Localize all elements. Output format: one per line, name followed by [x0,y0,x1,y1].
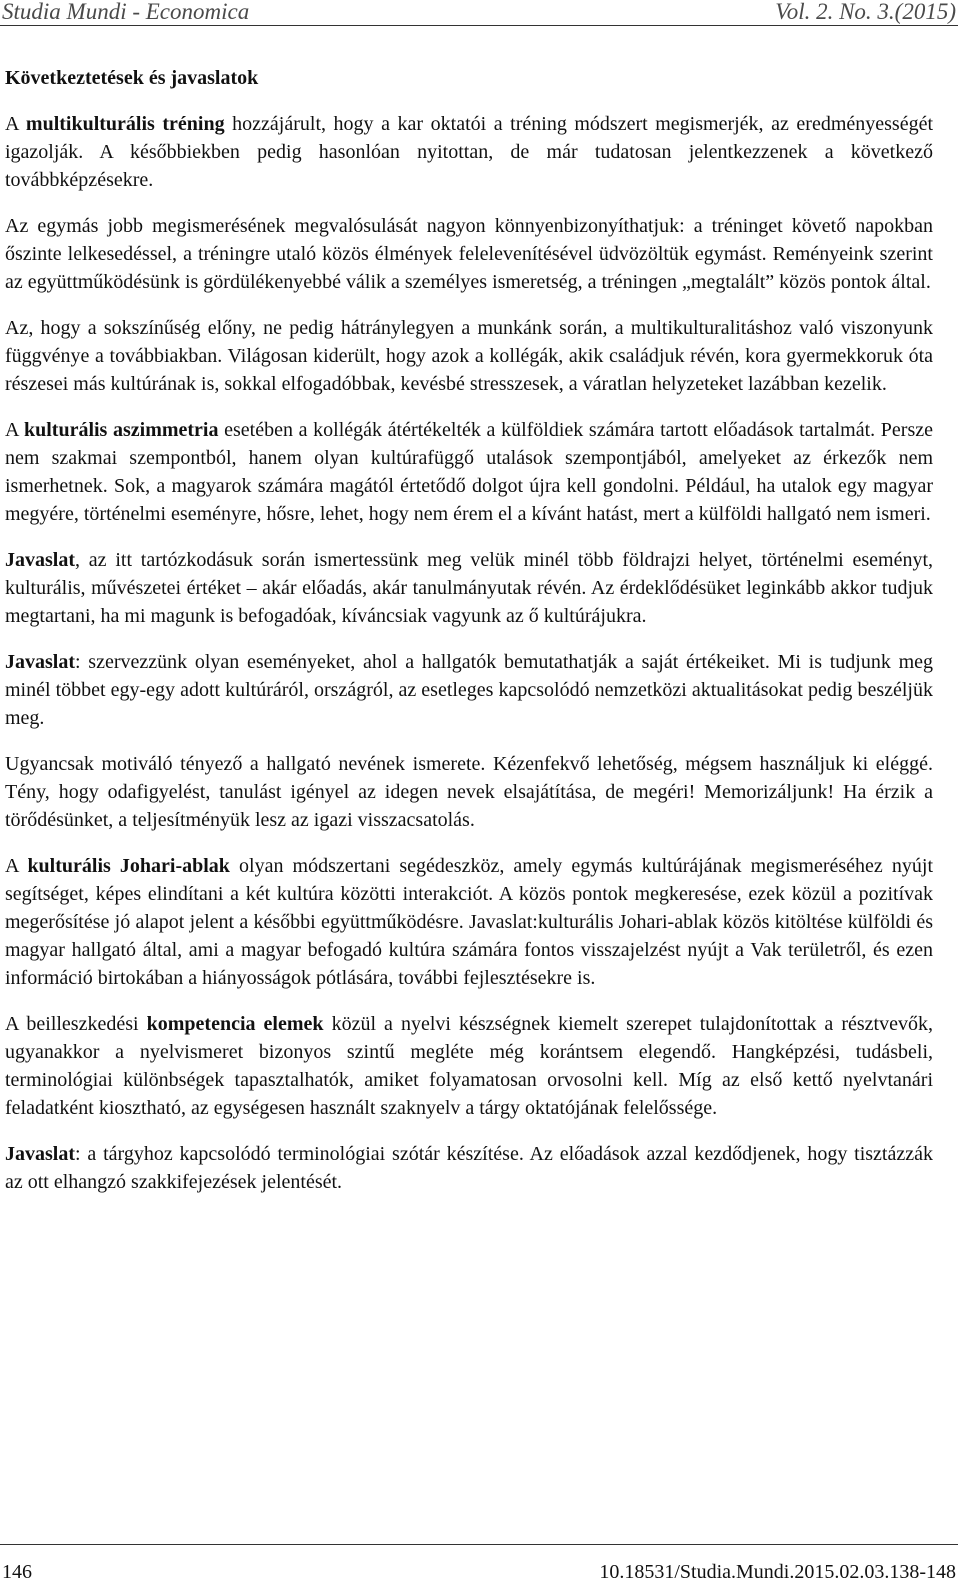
paragraph-text: Az egymás jobb megismerésének megvalósulását nagyon könnyenbizonyíthatjuk: a tréninget követő napokban őszinte lelkesedéssel, a tréningre utaló közös élmények felelevenítésével üdvözöltük egymást. Reményeink szerint az együttműködésünk is gördülékenyebbé válik a személyes ismeretség, a tréningen „megtalált” közös pontok által. [5,215,933,293]
paragraph-text: : a tárgyhoz kapcsolódó terminológiai szótár készítése. Az előadások azzal kezdődjenek, hogy tisztázzák az ott elhangzó szakkifejezések jelentését. [5,1143,933,1193]
paragraph-text: hozzájárult, hogy a kar oktatói a tréning módszert megismerjék, az eredményességét igazolják. A későbbiekben pedig hasonlóan nyitottan, de már tudatosan jelentkezzenek a következő továbbképzésekre. [5,113,934,191]
running-header [2,0,956,28]
body-paragraph [5,212,933,296]
doi: 10.18531/Studia.Mundi.2015.02.03.138-148 [599,1561,956,1583]
paragraph-text: A [5,113,26,135]
body-paragraph [5,1010,933,1122]
body-paragraph [5,750,933,834]
emphasized-term: kompetencia elemek [146,1013,324,1035]
paragraph-text: Az, hogy a sokszínűség előny, ne pedig hátránylegyen a munkánk során, a multikulturalitáshoz való viszonyunk függvénye a továbbiakban. Világosan kiderült, hogy azok a kollégák, akik családjuk révén, kora gyermekkoruk óta részesei más kultúrának is, sokkal elfogadóbbak, kevésbé stresszesek, a váratlan helyzeteket lazábban kezelik. [5,317,933,395]
page-number: 146 [2,1561,32,1583]
header-rule [0,25,958,26]
paragraph-text: , az itt tartózkodásuk során ismertessünk meg velük minél több földrajzi helyet, történelmi eseményt, kulturális, művészetei értéket – akár előadás, akár tanulmányutak révén. Az érdeklődésüket leginkább akkor tudjuk megtartani, ha mi magunk is befogadóak, kíváncsiak vagyunk az ő kultúrájukra. [5,549,933,627]
emphasized-term: Javaslat [5,651,75,673]
paragraph-text: : szervezzünk olyan eseményeket, ahol a hallgatók bemutathatják a saját értékeiket. Mi is tudjunk meg minél többet egy-egy adott kultúráról, országról, az esetleges kapcsolódó nemzetközi aktualitásokat pedig beszéljük meg. [5,651,933,729]
emphasized-term: Javaslat [5,549,75,571]
body-paragraph [5,314,933,398]
paragraph-text: közül a nyelvi készségnek kiemelt szerepet tulajdonítottak a résztvevők, ugyanakkor a nyelvismeret bizonyos szintű megléte még korántsem elegendő. Hangképzési, tudásbeli, terminológiai különbségek tapasztalhatók, amiket folyamatosan orvosolni kell. Míg az első kettő nyelvtanári feladatként kiosztható, az egységesen használt szaknyelv a tárgy oktatójának felelőssége. [5,1013,933,1119]
body-paragraph [5,1140,933,1196]
section-heading: Következtetések és javaslatok [5,67,259,89]
paragraph-text: Ugyancsak motiváló tényező a hallgató nevének ismerete. Kézenfekvő lehetőség, mégsem használjuk ki eléggé. Tény, hogy odafigyelést, tanulást igényel az idegen nevek elsajátítása, de megéri! Memorizáljunk! Ha érzik a törődésünket, a teljesítményük lesz az igazi visszacsatolás. [5,753,933,831]
paragraph-list [5,110,933,1196]
volume-issue: Vol. 2. No. 3.(2015) [775,0,956,24]
body-paragraph [5,110,933,194]
paragraph-text: A [5,419,24,441]
paragraph-text: A [5,855,28,877]
body-paragraph [5,546,933,630]
emphasized-term: kulturális aszimmetria [23,419,219,441]
body-paragraph [5,416,933,528]
emphasized-term: multikulturális tréning [25,113,225,135]
emphasized-term: kulturális Johari-ablak [27,855,230,877]
paragraph-text: esetében a kollégák átértékelték a külföldiek számára tartott előadások tartalmát. Persze nem szakmai szempontból, hanem olyan kultúrafüggő utalások szempontjából, amelyeket az érkezők nem ismerhetnek. Sok, a magyarok számára magától értetődő dolgot újra kell gondolni. Például, ha utalok egy magyar megyére, történelmi eseményre, hősre, lehet, hogy nem érem el a kívánt hatást, mert a külföldi hallgató nem ismeri. [5,419,933,525]
paragraph-text: A beilleszkedési [5,1013,147,1035]
journal-title: Studia Mundi - Economica [2,0,250,24]
emphasized-term: Javaslat [5,1143,75,1165]
paragraph-text: olyan módszertani segédeszköz, amely egymás kultúrájának megismeréséhez nyújt segítséget, képes elindítani a két kultúra közötti interakciót. A közös pontok megkeresése, ezek közül a pozitívak megerősítése jó alapot jelent a későbbi együttműködésre. Javaslat:kulturális Johari-ablak közös kitöltése külföldi és magyar hallgató által, ami a magyar befogadó kultúra számára fontos visszajelzést nyújt a Vak területről, és ezen információ birtokában a hiányosságok pótlására, további fejlesztésekre is. [5,855,933,989]
footer-rule [0,1544,958,1545]
body-paragraph [5,852,933,992]
body-paragraph [5,648,933,732]
article-body [5,64,933,1214]
